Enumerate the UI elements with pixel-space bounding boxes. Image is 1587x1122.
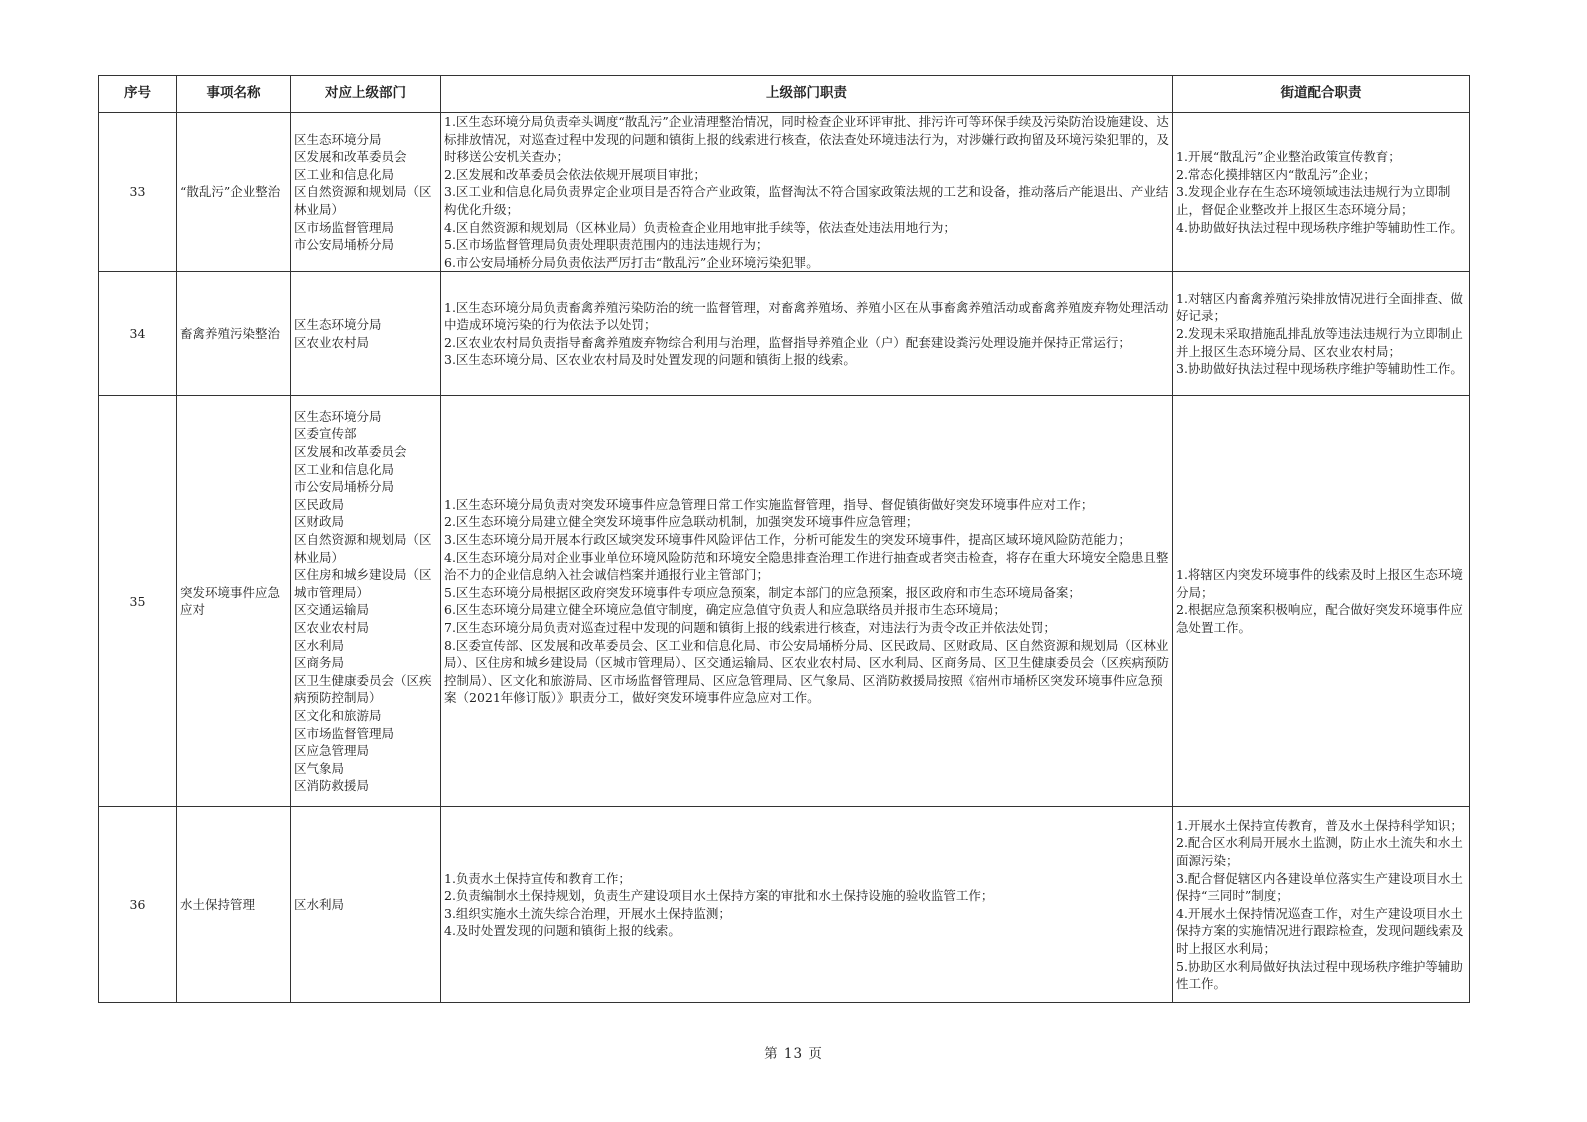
page-number: 第 13 页 <box>764 1046 823 1062</box>
dept-line: 区自然资源和规划局（区林业局） <box>294 184 432 217</box>
row-duties <box>441 807 1173 1003</box>
header-item: 事项名称 <box>177 76 291 113</box>
duty-line: 1.负责水土保持宣传和教育工作； <box>444 870 631 886</box>
street-line: 2.根据应急预案积极响应，配合做好突发环境事件应急处置工作。 <box>1176 602 1463 635</box>
row-no: 33 <box>99 113 177 272</box>
dept-line: 区生态环境分局 <box>294 408 382 424</box>
dept-line: 区住房和城乡建设局（区城市管理局） <box>294 567 432 600</box>
header-dept: 对应上级部门 <box>291 76 441 113</box>
dept-line: 区农业农村局 <box>294 334 370 350</box>
row-item: 水土保持管理 <box>177 807 291 1003</box>
row-duties <box>441 272 1173 396</box>
duty-line: 1.区生态环境分局负责对突发环境事件应急管理日常工作实施监督管理，指导、督促镇街做好突发环境事件应对工作； <box>444 496 1094 512</box>
duty-line: 6.市公安局埇桥分局负责依法严厉打击“散乱污”企业环境污染犯罪。 <box>444 254 819 270</box>
dept-line: 区民政局 <box>294 496 345 512</box>
table-row <box>99 113 1470 272</box>
row-street <box>1173 113 1470 272</box>
dept-line: 区应急管理局 <box>294 743 370 759</box>
dept-line: 区市场监督管理局 <box>294 219 395 235</box>
street-line: 4.开展水土保持情况巡查工作，对生产建设项目水土保持方案的实施情况进行跟踪检查，发现问题线索及时上报区水利局； <box>1176 905 1464 957</box>
row-duties <box>441 113 1173 272</box>
street-line: 5.协助区水利局做好执法过程中现场秩序维护等辅助性工作。 <box>1176 958 1463 992</box>
duty-line: 1.区生态环境分局负责牵头调度“散乱污”企业清理整治情况，同时检查企业环评审批、排污许可等环保手续及污染防治设施建设、达标排放情况，对巡查过程中发现的问题和镇街上报的线索进行核查，依法查处环境违法行为，对涉嫌行政拘留及环境污染犯罪的，及时移送公安机关查办； <box>444 114 1170 165</box>
dept-line: 区工业和信息化局 <box>294 166 395 182</box>
dept-line: 市公安局埇桥分局 <box>294 237 395 253</box>
row-street <box>1173 396 1470 807</box>
street-line: 1.开展水土保持宣传教育，普及水土保持科学知识； <box>1176 817 1463 833</box>
dept-line: 区发展和改革委员会 <box>294 149 407 165</box>
header-street: 街道配合职责 <box>1173 76 1470 113</box>
dept-line: 区气象局 <box>294 760 345 776</box>
dept-line: 区水利局 <box>294 897 345 913</box>
street-line: 1.对辖区内畜禽养殖污染排放情况进行全面排查、做好记录； <box>1176 290 1463 324</box>
row-no: 35 <box>99 396 177 807</box>
duty-line: 3.区生态环境分局、区农业农村局及时处置发现的问题和镇街上报的线索。 <box>444 352 856 368</box>
header-no: 序号 <box>99 76 177 113</box>
row-no: 36 <box>99 807 177 1003</box>
duty-line: 3.区工业和信息化局负责界定企业项目是否符合产业政策，监督淘汰不符合国家政策法规的工艺和设备，推动落后产能退出、产业结构优化升级； <box>444 184 1169 217</box>
duty-line: 4.区自然资源和规划局（区林业局）负责检查企业用地审批手续等，依法查处违法用地行为； <box>444 219 956 235</box>
duty-line: 2.区发展和改革委员会依法依规开展项目审批； <box>444 166 706 182</box>
street-line: 2.配合区水利局开展水土监测，防止水土流失和水土面源污染； <box>1176 835 1463 869</box>
duty-line: 2.区生态环境分局建立健全突发环境事件应急联动机制，加强突发环境事件应急管理； <box>444 514 919 530</box>
dept-line: 区生态环境分局 <box>294 317 382 333</box>
dept-line: 区委宣传部 <box>294 426 357 442</box>
dept-line: 区自然资源和规划局（区林业局） <box>294 531 432 565</box>
dept-line: 区财政局 <box>294 514 345 530</box>
duty-line: 1.区生态环境分局负责畜禽养殖污染防治的统一监督管理，对畜禽养殖场、养殖小区在从事畜禽养殖活动或畜禽养殖废弃物处理活动中造成环境污染的行为依法予以处罚； <box>444 299 1169 333</box>
street-line: 2.发现未采取措施乱排乱放等违法违规行为立即制止并上报区生态环境分局、区农业农村局； <box>1176 326 1463 359</box>
dept-line: 区市场监督管理局 <box>294 725 395 741</box>
street-line: 4.协助做好执法过程中现场秩序维护等辅助性工作。 <box>1176 219 1463 235</box>
row-street <box>1173 272 1470 396</box>
dept-line: 区生态环境分局 <box>294 131 382 147</box>
table-row <box>99 807 1470 1003</box>
row-depts <box>291 272 441 396</box>
duty-line: 6.区生态环境分局建立健全环境应急值守制度，确定应急值守负责人和应急联络员并报市生态环境局； <box>444 602 1006 618</box>
dept-line: 市公安局埇桥分局 <box>294 479 395 495</box>
row-duties <box>441 396 1173 807</box>
row-depts <box>291 396 441 807</box>
duty-line: 2.负责编制水土保持规划，负责生产建设项目水土保持方案的审批和水土保持设施的验收监管工作； <box>444 888 994 904</box>
responsibility-table <box>98 75 1470 1003</box>
dept-line: 区交通运输局 <box>294 602 370 618</box>
row-item: “散乱污”企业整治 <box>177 113 291 272</box>
duty-line: 5.区生态环境分局根据区政府突发环境事件专项应急预案，制定本部门的应急预案，报区政府和市生态环境局备案； <box>444 584 1081 600</box>
dept-line: 区水利局 <box>294 637 345 653</box>
dept-line: 区农业农村局 <box>294 619 370 635</box>
duty-line: 2.区农业农村局负责指导畜禽养殖废弃物综合利用与治理，监督指导养殖企业（户）配套建设粪污处理设施并保持正常运行； <box>444 334 1131 350</box>
duty-line: 4.及时处置发现的问题和镇街上报的线索。 <box>444 923 681 939</box>
row-no: 34 <box>99 272 177 396</box>
dept-line: 区工业和信息化局 <box>294 461 395 477</box>
duty-line: 3.组织实施水土流失综合治理，开展水土保持监测； <box>444 905 731 921</box>
duty-line: 8.区委宣传部、区发展和改革委员会、区工业和信息化局、市公安局埇桥分局、区民政局、区财政局、区自然资源和规划局（区林业局）、区住房和城乡建设局（区城市管理局）、区交通运输局、区农业农村局、区水利局、区商务局、区卫生健康委员会（区疾病预防控制局）、区文化和旅游局、区市场监督管理局、区应急管理局、区气象局、区消防救援局按照《宿州市埇桥区突发环境事件应急预案（2021年修订版）》职责分工，做好突发环境事件应急应对工作。 <box>444 637 1170 706</box>
row-item: 畜禽养殖污染整治 <box>177 272 291 396</box>
dept-line: 区文化和旅游局 <box>294 707 382 723</box>
header-duty: 上级部门职责 <box>441 76 1173 113</box>
dept-line: 区消防救援局 <box>294 778 370 794</box>
duty-line: 4.区生态环境分局对企业事业单位环境风险防范和环境安全隐患排查治理工作进行抽查或者突击检查，将存在重大环境安全隐患且整治不力的企业信息纳入社会诚信档案并通报行业主管部门； <box>444 549 1169 583</box>
duty-line: 5.区市场监督管理局负责处理职责范围内的违法违规行为； <box>444 237 769 253</box>
duty-line: 3.区生态环境分局开展本行政区域突发环境事件风险评估工作，分析可能发生的突发环境事件，提高区域环境风险防范能力； <box>444 531 1131 547</box>
street-line: 1.将辖区内突发环境事件的线索及时上报区生态环境分局； <box>1176 567 1463 600</box>
table-row <box>99 396 1470 807</box>
row-depts <box>291 807 441 1003</box>
duty-line: 7.区生态环境分局负责对巡查过程中发现的问题和镇街上报的线索进行核查，对违法行为责令改正并依法处罚； <box>444 619 1056 635</box>
street-line: 3.发现企业存在生态环境领域违法违规行为立即制止，督促企业整改并上报区生态环境分局； <box>1176 184 1451 217</box>
street-line: 1.开展“散乱污”企业整治政策宣传教育； <box>1176 149 1401 165</box>
street-line: 3.配合督促辖区内各建设单位落实生产建设项目水土保持“三同时”制度； <box>1176 870 1463 904</box>
dept-line: 区发展和改革委员会 <box>294 444 407 459</box>
table-row <box>99 272 1470 396</box>
row-depts <box>291 113 441 272</box>
table-header-row <box>99 76 1470 113</box>
street-line: 2.常态化摸排辖区内“散乱污”企业； <box>1176 166 1376 182</box>
street-line: 3.协助做好执法过程中现场秩序维护等辅助性工作。 <box>1176 361 1463 377</box>
dept-line: 区卫生健康委员会（区疾病预防控制局） <box>294 672 432 706</box>
dept-line: 区商务局 <box>294 655 345 671</box>
row-item: 突发环境事件应急应对 <box>177 396 291 807</box>
row-street <box>1173 807 1470 1003</box>
